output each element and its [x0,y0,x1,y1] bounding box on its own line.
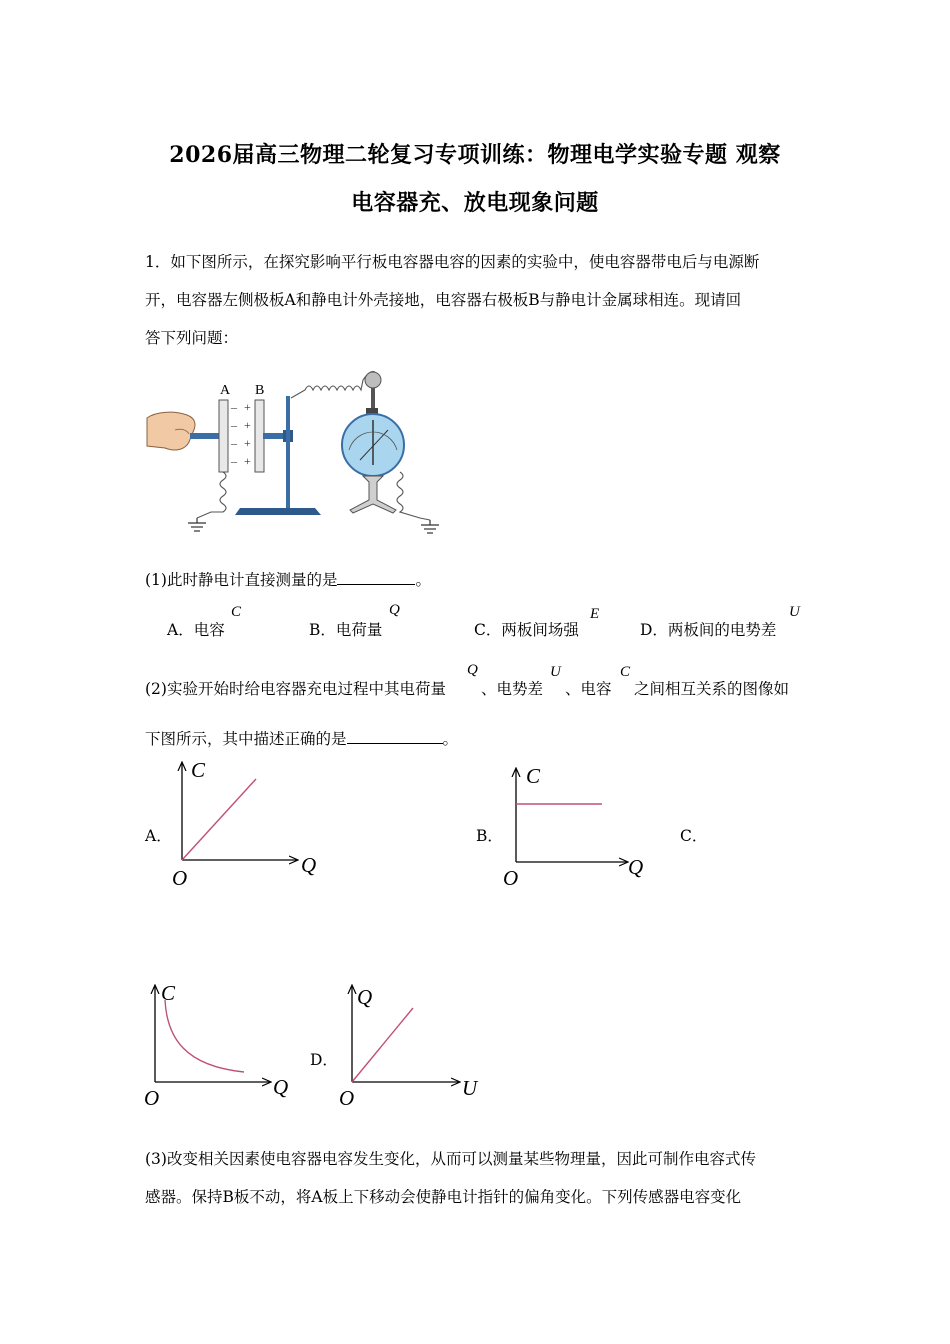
graph-b-y-label: C [526,764,541,788]
charge-minus-3: – [231,436,237,450]
charge-minus-1: – [231,400,237,414]
stand-base [235,508,321,515]
graph-option-c-label[interactable]: C． [680,827,708,845]
graph-c-origin: O [144,1086,160,1110]
question-1-intro-line2: 开，电容器左侧极板A和静电计外壳接地，电容器右极板B与静电计金属球相连。现请回 [145,291,742,309]
ground-symbol-left [188,518,206,531]
option-1d-symbol: U [789,604,800,620]
graph-c-y-label: C [161,981,176,1005]
option-1c-symbol: E [590,606,600,622]
plate-b [255,400,264,472]
label-plate-a: A [220,383,231,398]
graph-d-origin: O [339,1086,355,1110]
option-1a[interactable]: A．电容 [167,621,225,639]
charge-plus-4: + [244,454,251,468]
option-1c[interactable]: C．两板间场强 [474,621,579,639]
charge-minus-4: – [231,454,237,468]
option-1b[interactable]: B．电荷量 [309,621,383,639]
graph-c-x-label: Q [273,1075,289,1099]
graph-d-y-label: Q [357,985,373,1009]
ground-spring-left [197,472,226,518]
ground-symbol-right [421,520,439,533]
charge-minus-2: – [231,418,237,432]
sub-question-2-part2: 、电势差 [481,680,544,698]
charge-plus-1: + [244,400,251,414]
graph-c [140,978,300,1113]
graph-a [165,755,325,895]
electroscope-foot [350,476,396,513]
charge-plus-2: + [244,418,251,432]
sub-question-2-symbol-u: U [550,664,561,680]
charge-plus-3: + [244,436,251,450]
page-title-line2: 电容器充、放电现象问题 [351,190,599,216]
graph-d [335,978,495,1113]
graph-option-b-label[interactable]: B． [476,827,503,845]
sub-question-2-part1: (2)实验开始时给电容器充电过程中其电荷量 [145,680,446,698]
sub-question-1-end: 。 [415,571,431,589]
stand-pole [286,396,290,511]
graph-a-x-label: Q [301,853,317,877]
sub-question-2-line2-text: 下图所示，其中描述正确的是 [145,730,347,748]
sub-question-3-line2: 感器。保持B板不动，将A板上下移动会使静电计指针的偏角变化。下列传感器电容变化 [145,1188,742,1206]
graph-a-origin: O [172,866,188,890]
connecting-wire-coil [291,371,375,398]
sub-question-1-text: (1)此时静电计直接测量的是 [145,571,338,589]
graph-d-x-label: U [462,1076,478,1100]
sub-question-2-part4: 之间相互关系的图像如 [634,680,790,698]
sub-question-2-symbol-c: C [620,664,631,680]
graph-d-line [352,1008,413,1082]
sub-question-3-line1: (3)改变相关因素使电容器电容发生变化，从而可以测量某些物理量，因此可制作电容式传 [145,1150,756,1168]
ground-spring-right [397,472,430,520]
page-title-line1: 2026届高三物理二轮复习专项训练：物理电学实验专题 观察 [169,142,781,168]
graph-c-curve [165,1000,244,1072]
sub-question-2-part3: 、电容 [565,680,612,698]
plate-a [219,400,228,472]
graph-b-x-label: Q [628,855,644,879]
option-1d[interactable]: D．两板间的电势差 [640,621,777,639]
graph-option-d-label[interactable]: D． [310,1051,338,1069]
sub-question-2-end: 。 [442,730,459,748]
graph-b-origin: O [503,866,519,890]
option-1b-symbol: Q [389,602,400,618]
answer-blank-2[interactable] [347,729,443,744]
electroscope-stem [371,388,375,410]
insulating-rod-a [190,433,220,439]
graph-a-line [182,779,256,860]
sub-question-2-line2 [145,729,458,749]
electroscope-apparatus-figure [145,360,445,535]
question-1-intro-line1: 1．如下图所示，在探究影响平行板电容器电容的因素的实验中，使电容器带电后与电源断 [145,253,760,271]
option-1a-symbol: C [231,604,242,620]
question-1-intro-line3: 答下列问题： [145,329,239,347]
sub-question-1-stem [145,570,431,590]
answer-blank-1[interactable] [337,570,415,585]
hand-illustration [147,412,195,450]
label-plate-b: B [255,383,265,398]
sub-question-2-symbol-q: Q [467,662,478,678]
graph-b [495,760,655,895]
electroscope-ball [365,372,381,388]
graph-option-a-label[interactable]: A． [145,827,172,845]
graph-a-y-label: C [191,758,206,782]
